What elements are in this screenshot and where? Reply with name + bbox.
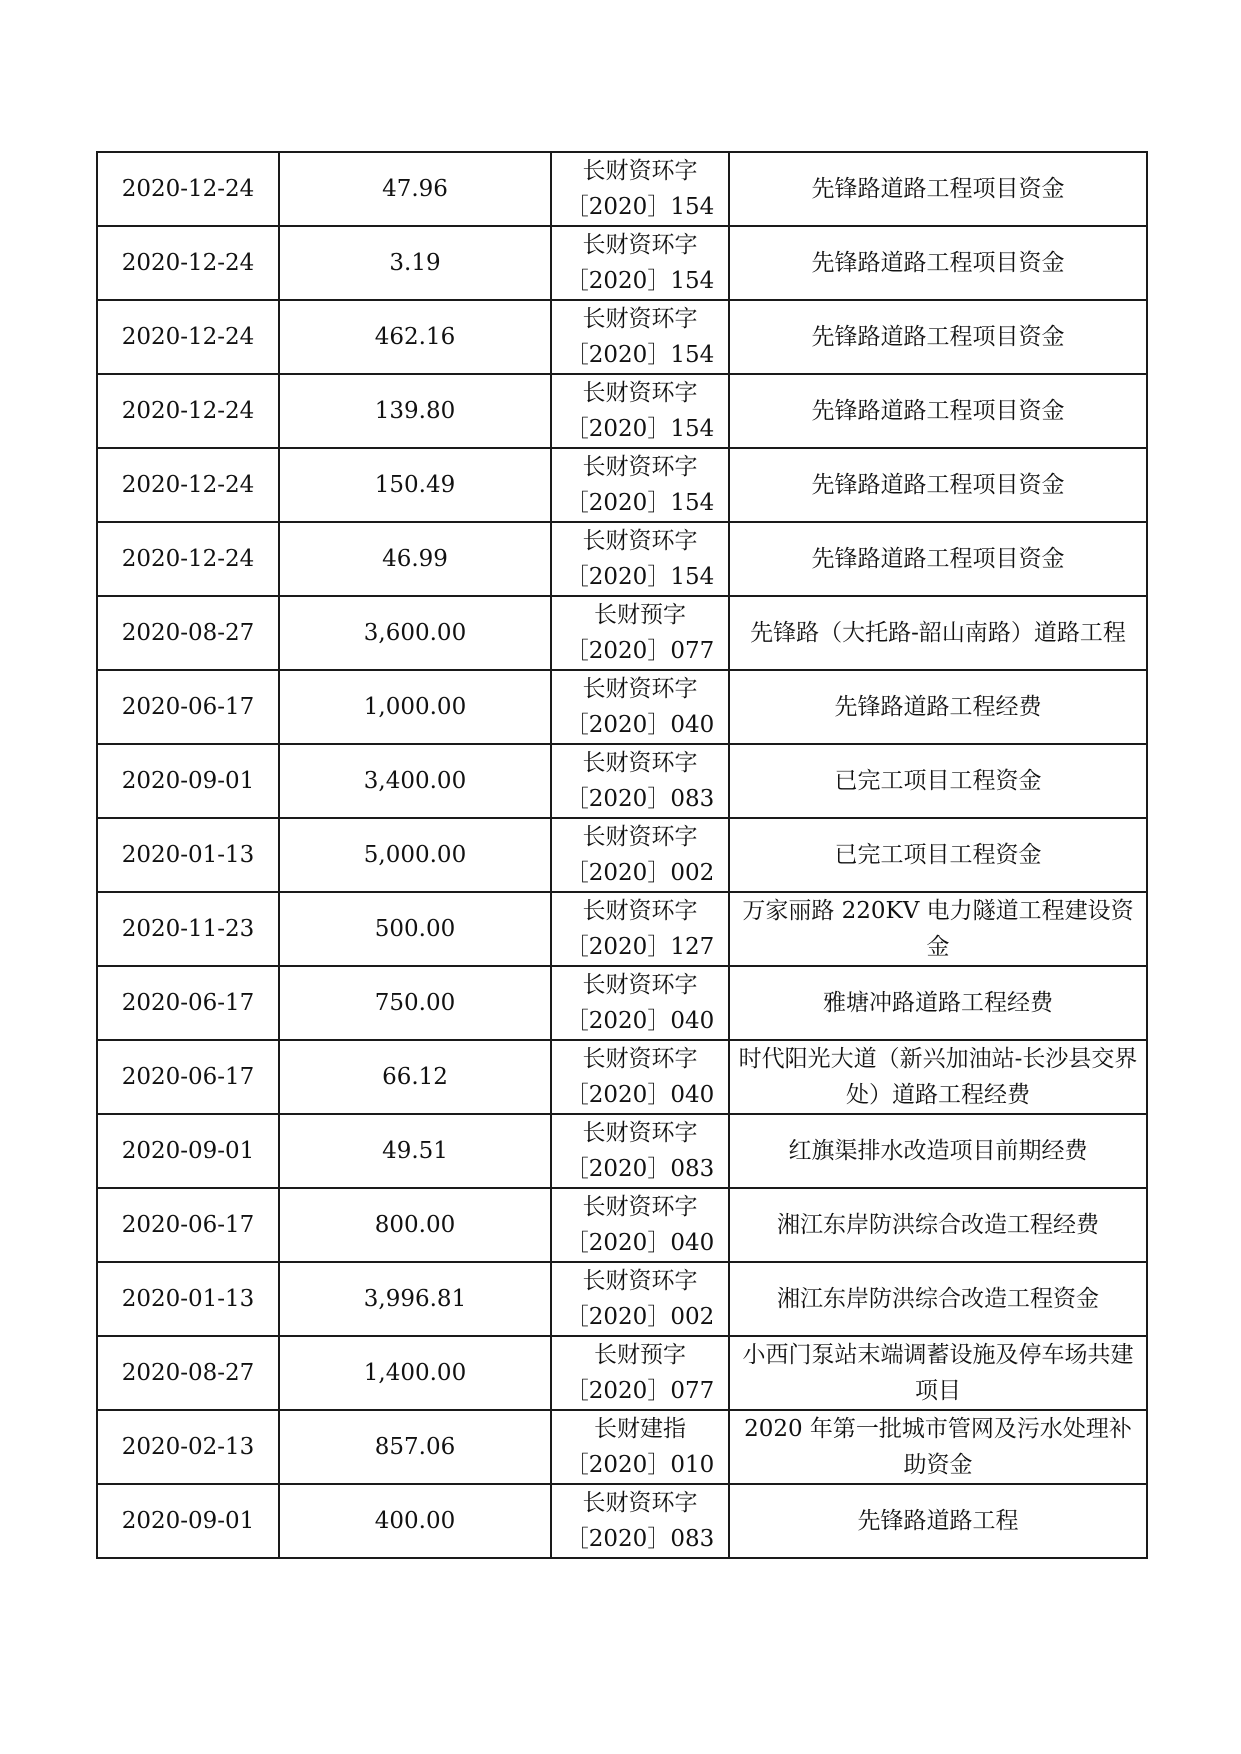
- purpose-text: 先锋路道路工程项目资金: [811, 324, 1065, 350]
- document-prefix: 长财建指: [594, 1416, 686, 1442]
- purpose-cell: [729, 374, 1147, 448]
- document-number: ［2020］040: [565, 712, 715, 738]
- document-number: ［2020］154: [565, 342, 715, 368]
- amount-cell: 1,400.00: [279, 1336, 551, 1410]
- funding-table-sheet: [96, 151, 1146, 1559]
- date-cell: 2020-12-24: [97, 522, 279, 596]
- document-prefix: 长财资环字: [582, 1490, 698, 1516]
- purpose-cell: [729, 596, 1147, 670]
- document-number: ［2020］010: [565, 1452, 715, 1478]
- document-prefix: 长财预字: [594, 602, 686, 628]
- amount-cell: 462.16: [279, 300, 551, 374]
- document-number: ［2020］154: [565, 490, 715, 516]
- document-number-cell: [551, 1188, 729, 1262]
- purpose-cell: [729, 892, 1147, 966]
- document-number-cell: [551, 1336, 729, 1410]
- date-cell: 2020-09-01: [97, 1114, 279, 1188]
- amount-cell: 1,000.00: [279, 670, 551, 744]
- table-row: [97, 744, 1147, 818]
- document-prefix: 长财资环字: [582, 1268, 698, 1294]
- document-number: ［2020］127: [565, 934, 715, 960]
- date-cell: 2020-08-27: [97, 1336, 279, 1410]
- purpose-text: 先锋路道路工程项目资金: [811, 546, 1065, 572]
- document-prefix: 长财资环字: [582, 676, 698, 702]
- document-prefix: 长财资环字: [582, 972, 698, 998]
- document-number-cell: [551, 744, 729, 818]
- amount-cell: 857.06: [279, 1410, 551, 1484]
- document-prefix: 长财资环字: [582, 1046, 698, 1072]
- document-number: ［2020］083: [565, 1156, 715, 1182]
- amount-cell: 46.99: [279, 522, 551, 596]
- document-number: ［2020］002: [565, 860, 715, 886]
- document-number: ［2020］002: [565, 1304, 715, 1330]
- document-number-cell: [551, 818, 729, 892]
- purpose-text: 先锋路道路工程项目资金: [811, 176, 1065, 202]
- document-prefix: 长财资环字: [582, 306, 698, 332]
- document-prefix: 长财预字: [594, 1342, 686, 1368]
- document-number-cell: [551, 522, 729, 596]
- document-prefix: 长财资环字: [582, 232, 698, 258]
- document-number-cell: [551, 596, 729, 670]
- purpose-text: 湘江东岸防洪综合改造工程资金: [777, 1286, 1099, 1312]
- document-number: ［2020］083: [565, 1526, 715, 1552]
- document-prefix: 长财资环字: [582, 1120, 698, 1146]
- purpose-cell: [729, 1188, 1147, 1262]
- date-cell: 2020-02-13: [97, 1410, 279, 1484]
- purpose-cell: [729, 448, 1147, 522]
- date-cell: 2020-08-27: [97, 596, 279, 670]
- amount-cell: 139.80: [279, 374, 551, 448]
- table-row: [97, 1262, 1147, 1336]
- table-row: [97, 1188, 1147, 1262]
- table-row: [97, 152, 1147, 226]
- purpose-cell: [729, 226, 1147, 300]
- table-row: [97, 300, 1147, 374]
- purpose-text: 已完工项目工程资金: [834, 768, 1042, 794]
- document-number-cell: [551, 670, 729, 744]
- purpose-cell: [729, 1040, 1147, 1114]
- document-number-cell: [551, 892, 729, 966]
- purpose-text: 先锋路道路工程项目资金: [811, 250, 1065, 276]
- date-cell: 2020-12-24: [97, 448, 279, 522]
- document-prefix: 长财资环字: [582, 528, 698, 554]
- purpose-text: 时代阳光大道（新兴加油站-长沙县交界处）道路工程经费: [738, 1046, 1138, 1108]
- purpose-cell: [729, 1410, 1147, 1484]
- document-prefix: 长财资环字: [582, 898, 698, 924]
- table-row: [97, 818, 1147, 892]
- table-row: [97, 966, 1147, 1040]
- amount-cell: 47.96: [279, 152, 551, 226]
- purpose-cell: [729, 744, 1147, 818]
- date-cell: 2020-01-13: [97, 818, 279, 892]
- funding-table-body: [97, 152, 1147, 1558]
- date-cell: 2020-09-01: [97, 744, 279, 818]
- amount-cell: 500.00: [279, 892, 551, 966]
- document-number-cell: [551, 374, 729, 448]
- document-prefix: 长财资环字: [582, 750, 698, 776]
- document-number-cell: [551, 1114, 729, 1188]
- table-row: [97, 1040, 1147, 1114]
- purpose-cell: [729, 1484, 1147, 1558]
- table-row: [97, 522, 1147, 596]
- document-number: ［2020］154: [565, 416, 715, 442]
- document-prefix: 长财资环字: [582, 158, 698, 184]
- document-number: ［2020］040: [565, 1008, 715, 1034]
- document-number-cell: [551, 448, 729, 522]
- date-cell: 2020-06-17: [97, 1188, 279, 1262]
- purpose-cell: [729, 818, 1147, 892]
- date-cell: 2020-06-17: [97, 670, 279, 744]
- document-prefix: 长财资环字: [582, 380, 698, 406]
- amount-cell: 3,996.81: [279, 1262, 551, 1336]
- purpose-cell: [729, 966, 1147, 1040]
- amount-cell: 3,600.00: [279, 596, 551, 670]
- date-cell: 2020-06-17: [97, 1040, 279, 1114]
- document-number: ［2020］154: [565, 564, 715, 590]
- amount-cell: 800.00: [279, 1188, 551, 1262]
- purpose-cell: [729, 522, 1147, 596]
- amount-cell: 150.49: [279, 448, 551, 522]
- document-number: ［2020］077: [565, 1378, 715, 1404]
- date-cell: 2020-06-17: [97, 966, 279, 1040]
- purpose-text: 雅塘冲路道路工程经费: [823, 990, 1053, 1016]
- document-number-cell: [551, 1262, 729, 1336]
- table-row: [97, 1336, 1147, 1410]
- document-number: ［2020］154: [565, 268, 715, 294]
- purpose-cell: [729, 1114, 1147, 1188]
- document-number-cell: [551, 226, 729, 300]
- purpose-text: 2020 年第一批城市管网及污水处理补助资金: [744, 1416, 1132, 1478]
- amount-cell: 3,400.00: [279, 744, 551, 818]
- funding-table: [96, 151, 1148, 1559]
- table-row: [97, 374, 1147, 448]
- date-cell: 2020-11-23: [97, 892, 279, 966]
- purpose-cell: [729, 152, 1147, 226]
- table-row: [97, 1410, 1147, 1484]
- purpose-cell: [729, 670, 1147, 744]
- purpose-text: 先锋路道路工程: [857, 1508, 1019, 1534]
- purpose-text: 万家丽路 220KV 电力隧道工程建设资金: [742, 898, 1134, 960]
- amount-cell: 66.12: [279, 1040, 551, 1114]
- purpose-text: 红旗渠排水改造项目前期经费: [788, 1138, 1088, 1164]
- document-number: ［2020］040: [565, 1082, 715, 1108]
- purpose-text: 先锋路道路工程经费: [834, 694, 1042, 720]
- document-prefix: 长财资环字: [582, 1194, 698, 1220]
- document-number-cell: [551, 1410, 729, 1484]
- purpose-text: 先锋路道路工程项目资金: [811, 472, 1065, 498]
- document-number-cell: [551, 1040, 729, 1114]
- document-prefix: 长财资环字: [582, 824, 698, 850]
- purpose-cell: [729, 1336, 1147, 1410]
- amount-cell: 750.00: [279, 966, 551, 1040]
- amount-cell: 5,000.00: [279, 818, 551, 892]
- purpose-text: 先锋路（大托路-韶山南路）道路工程: [750, 620, 1126, 646]
- table-row: [97, 670, 1147, 744]
- date-cell: 2020-12-24: [97, 152, 279, 226]
- amount-cell: 3.19: [279, 226, 551, 300]
- document-prefix: 长财资环字: [582, 454, 698, 480]
- date-cell: 2020-12-24: [97, 300, 279, 374]
- table-row: [97, 226, 1147, 300]
- document-number-cell: [551, 152, 729, 226]
- document-number: ［2020］077: [565, 638, 715, 664]
- document-number: ［2020］083: [565, 786, 715, 812]
- document-number-cell: [551, 966, 729, 1040]
- document-number-cell: [551, 300, 729, 374]
- amount-cell: 400.00: [279, 1484, 551, 1558]
- date-cell: 2020-12-24: [97, 226, 279, 300]
- table-row: [97, 1484, 1147, 1558]
- date-cell: 2020-12-24: [97, 374, 279, 448]
- document-number: ［2020］154: [565, 194, 715, 220]
- date-cell: 2020-01-13: [97, 1262, 279, 1336]
- table-row: [97, 596, 1147, 670]
- purpose-cell: [729, 1262, 1147, 1336]
- table-row: [97, 448, 1147, 522]
- purpose-text: 已完工项目工程资金: [834, 842, 1042, 868]
- date-cell: 2020-09-01: [97, 1484, 279, 1558]
- purpose-text: 湘江东岸防洪综合改造工程经费: [777, 1212, 1099, 1238]
- purpose-text: 小西门泵站末端调蓄设施及停车场共建项目: [742, 1342, 1134, 1404]
- amount-cell: 49.51: [279, 1114, 551, 1188]
- table-row: [97, 1114, 1147, 1188]
- document-number-cell: [551, 1484, 729, 1558]
- table-row: [97, 892, 1147, 966]
- purpose-text: 先锋路道路工程项目资金: [811, 398, 1065, 424]
- document-number: ［2020］040: [565, 1230, 715, 1256]
- purpose-cell: [729, 300, 1147, 374]
